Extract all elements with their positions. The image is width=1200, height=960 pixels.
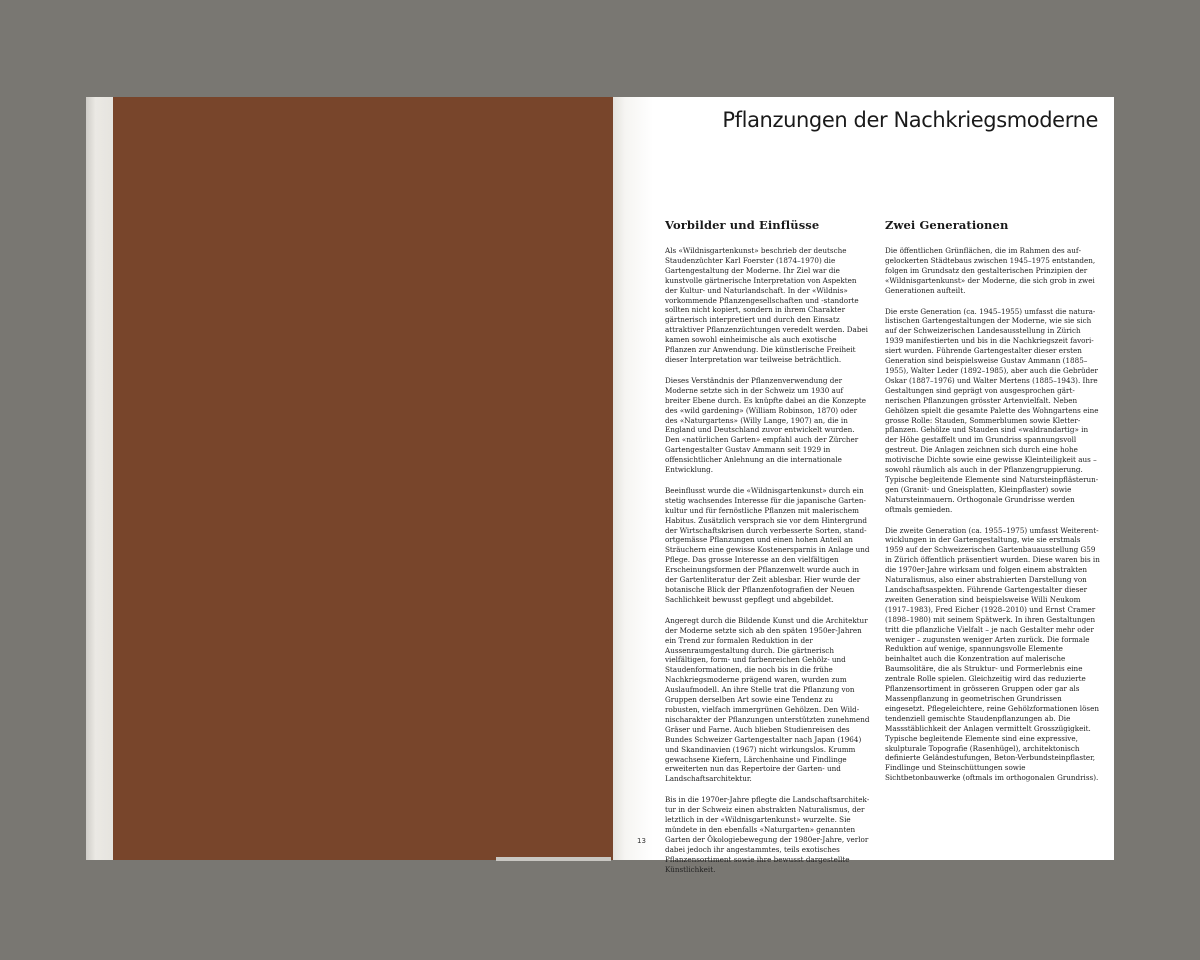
open-book (86, 97, 1114, 874)
brown-color-page (113, 97, 613, 860)
column-heading: Zwei Generationen (885, 218, 1009, 232)
paragraph: Dieses Verständnis der Pflanzenverwendung der Moderne setzte sich in der Schweiz um 1930 auf breiter Ebene durch. Es knüpfte dabei an die Konzepte des «wild gardening» (William Robinson, 1870) oder des «Naturgartens» (Willy Lange, 1907) an, die in England und Deutschland zuvor entwickelt wurden. Den «natürlichen Garten» empfahl auch der Zürcher Gartengestalter Gustav Ammann seit 1929 in offensichtlicher Anlehnung an die internationale Entwicklung. (665, 375, 867, 475)
page-bottom-edge (496, 857, 611, 861)
left-page-edge (86, 97, 113, 860)
column-right (885, 218, 1100, 794)
text-page (613, 97, 1114, 874)
paragraph: Bis in die 1970er-Jahre pflegte die Landschaftsarchitektur in der Schweiz einen abstrakten Naturalismus, der letztlich in der «Wildnisgartenkunst» wurzelte. Sie mündete in den ebenfalls «Naturgarten» genannten Garten der Ökologiebewegung der 1980er-Jahre, verlor dabei jedoch ihr angestammtes, teils exotisches Pflanzensortiment sowie ihre bewusst dargestellte Künstlichkeit. (665, 795, 870, 874)
column-left (665, 218, 870, 885)
paragraph: Die zweite Generation (ca. 1955–1975) umfasst Weiterentwicklungen in der Gartengestaltung, wie sie erstmals 1959 auf der Schweizerischen Gartenbauausstellung G59 in Zürich öffentlich präsentiert wurden. Diese waren bis in die 1970er-Jahre wirksam und folgen einem abstrakten Naturalismus, also einer abstrahierten Darstellung von Landschaftsaspekten. Führende Gartengestalter dieser zweiten Generation sind beispielsweise Willi Neukom (1917–1983), Fred Eicher (1928–2010) und Ernst Cramer (1898–1980) mit seinem Spätwerk. In ihren Gestaltungen tritt die pflanzliche Vielfalt – je nach Gestalter mehr oder weniger – zugunsten weniger Arten zurück. Die formale Reduktion auf wenige, spannungsvolle Elemente beinhaltet auch die Konzentration auf malerische Baumsolitäre, die als Struktur- und Formerlebnis eine zentrale Rolle spielen. Gleichzeitig wird das reduzierte Pflanzensortiment in grösseren Gruppen oder gar als Massenpflanzung in geometrischen Grundrissen eingesetzt. Pflegeleichtere, reine Gehölzformationen lösen tendenziell gemischte Staudenpflanzungen ab. Die Massstäblichkeit der Anlagen vermittelt Grosszügigkeit. Typische begleitende Elemente sind eine expressive, skulpturale Topografie (Rasenhügel), architektonisch definierte Geländestufungen, Beton-Verbundsteinpflaster, Findlinge und Steinschüttungen sowie Sichtbetonbauwerke (oftmals im orthogonalen Grundriss). (885, 525, 1100, 783)
page-title: Pflanzungen der Nachkriegsmoderne (722, 108, 1098, 132)
paragraph: Die öffentlichen Grünflächen, die im Rahmen des aufgelockerten Städtebaus zwischen 1945–1975 entstanden, folgen im Grundsatz den gestalterischen Prinzipien der «Wildnisgartenkunst» der Moderne, die sich grob in zwei Generationen aufteilt. (885, 246, 1096, 295)
paragraph: Die erste Generation (ca. 1945–1955) umfasst die naturalistischen Gartengestaltungen der Moderne, wie sie sich auf der Schweizerischen Landesausstellung in Zürich 1939 manifestierten und bis in die Nachkriegszeit favorisiert wurden. Führende Gartengestalter dieser ersten Generation sind beispielsweise Gustav Ammann (1885–1955), Walter Leder (1892–1985), aber auch die Gebrüder Oskar (1887–1976) und Walter Mertens (1885–1943). Ihre Gestaltungen sind geprägt von ausgesprochen gärtnerischen Pflanzungen grösster Artenvielfalt. Neben Gehölzen spielt die gesamte Palette des Wohngartens eine grosse Rolle: Stauden, Sommerblumen sowie Kletterpflanzen. Gehölze und Stauden sind «waldrandartig» in der Höhe gestaffelt und im Grundriss spannungsvoll gestreut. Die Anlagen zeichnen sich durch eine hohe motivische Dichte sowie eine gewisse Kleinteiligkeit aus – sowohl räumlich als auch in der Pflanzengruppierung. Typische begleitende Elemente sind Natursteinpflästerungen (Granit- und Gneisplatten, Kleinpflaster) sowie Natursteinmauern. Orthogonale Grundrisse werden oftmals gemieden. (885, 306, 1099, 514)
paragraph: Beeinflusst wurde die «Wildnisgartenkunst» durch ein stetig wachsendes Interesse für die japanische Gartenkultur und für fernöstliche Pflanzen mit malerischem Habitus. Zusätzlich versprach sie vor dem Hintergrund der Wirtschaftskrisen durch verbesserte Sorten, standortgemässe Pflanzungen und einen hohen Anteil an Sträuchern eine gewisse Kostenersparnis in Anlage und Pflege. Das grosse Interesse an den vielfältigen Erscheinungsformen der Pflanzenwelt wurde auch in der Gartenliteratur der Zeit ablesbar. Hier wurde der botanische Blick der Pflanzenfotografien der Neuen Sachlichkeit bewusst gepflegt und abgebildet. (665, 485, 870, 604)
column-heading: Vorbilder und Einflüsse (665, 218, 820, 232)
paragraph: Als «Wildnisgartenkunst» beschrieb der deutsche Staudenzüchter Karl Foerster (1874–1970) die Gartengestaltung der Moderne. Ihr Ziel war die kunstvolle gärtnerische Interpretation von Aspekten der Kultur- und Naturlandschaft. In der «Wildnis» vorkommende Pflanzengesellschaften und -standorte sollten nicht kopiert, sondern in ihrem Charakter gärtnerisch interpretiert und durch den Einsatz attraktiver Pflanzenzüchtungen veredelt werden. Dabei kamen sowohl einheimische als auch exotische Pflanzen zur Anwendung. Die künstlerische Freiheit dieser Interpretation war teilweise beträchtlich. (665, 246, 868, 364)
paragraph: Angeregt durch die Bildende Kunst und die Architektur der Moderne setzte sich ab den späten 1950er-Jahren ein Trend zur formalen Reduktion in der Aussenraumgestaltung durch. Die gärtnerisch vielfältigen, form- und farbenreichen Gehölz- und Staudenformationen, die noch bis in die frühe Nachkriegsmoderne prägend waren, wurden zum Auslaufmodell. An ihre Stelle trat die Pflanzung von Gruppen derselben Art sowie eine Tendenz zu robusten, vielfach immergrünen Gehölzen. Den Wildnischarakter der Pflanzungen unterstützten zunehmend Gräser und Farne. Auch blieben Studienreisen des Bundes Schweizer Gartengestalter nach Japan (1964) und Skandinavien (1967) nicht wirkungslos. Krumm gewachsene Kiefern, Lärchenhaine und Findlinge erweiterten nun das Repertoire der Garten- und Landschaftsarchitektur. (665, 615, 870, 784)
page-number: 13 (637, 837, 646, 845)
